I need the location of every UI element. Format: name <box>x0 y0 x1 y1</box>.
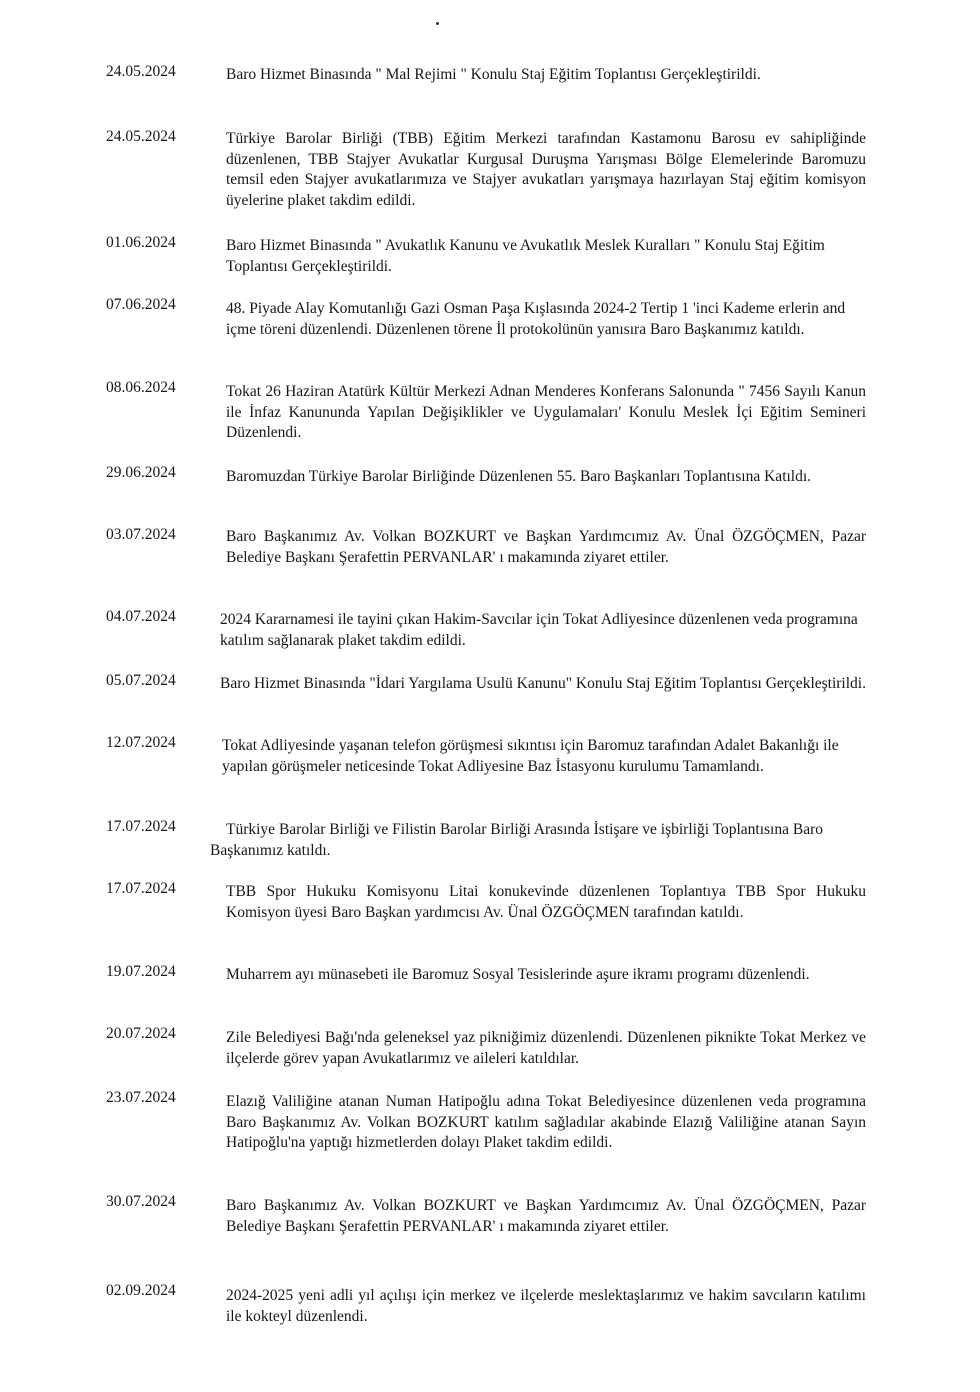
entry-text: Muharrem ayı münasebeti ile Baromuz Sosyal Tesislerinde aşure ikramı programı düzenlendi. <box>226 966 810 983</box>
entry-text: 2024 Kararnamesi ile tayini çıkan Hakim-Savcılar için Tokat Adliyesince düzenlenen veda programına katılım sağlanarak plaket takdim edildi. <box>220 611 858 649</box>
entry-text: Türkiye Barolar Birliği (TBB) Eğitim Merkezi tarafından Kastamonu Barosu ev sahipliğinde düzenlenen, TBB Stajyer Avukatlar Kurgusal Duruşma Yarışması Bölge Elemelerinde Baromuzu temsil eden Stajyer avukatlarımıza ve Stajyer avukatları yarışmaya hazırlayan Staj eğitim komisyon üyelerine plaket takdim edildi. <box>226 130 866 209</box>
entry-date: 30.07.2024 <box>106 1193 176 1210</box>
entry-date: 20.07.2024 <box>106 1025 176 1042</box>
entry-text: Baro Hizmet Binasında " Mal Rejimi " Konulu Staj Eğitim Toplantısı Gerçekleştirildi. <box>226 66 761 83</box>
entry-text: Baromuzdan Türkiye Barolar Birliğinde Düzenlenen 55. Baro Başkanları Toplantısına Katıldı. <box>226 468 812 485</box>
entry-text: Baro Başkanımız Av. Volkan BOZKURT ve Başkan Yardımcımız Av. Ünal ÖZGÖÇMEN, Pazar Belediye Başkanı Şerafettin PERVANLAR' ı makamında ziyaret ettiler. <box>226 1197 866 1235</box>
entry-text: 2024-2025 yeni adli yıl açılışı için merkez ve ilçelerde meslektaşlarımız ve hakim savcıların katılımı ile kokteyl düzenlendi. <box>226 1287 866 1325</box>
entry-date: 04.07.2024 <box>106 608 176 625</box>
entry-text: 48. Piyade Alay Komutanlığı Gazi Osman Paşa Kışlasında 2024-2 Tertip 1 'inci Kademe erlerin and içme töreni düzenlendi. Düzenlenen törene İl protokolünün yanısıra Baro Başkanımız katıldı. <box>226 300 846 338</box>
entry-date: 24.05.2024 <box>106 128 176 145</box>
entry-text: TBB Spor Hukuku Komisyonu Litai konukevinde düzenlenen Toplantıya TBB Spor Hukuku Komisyon üyesi Baro Başkan yardımcısı Av. Ünal ÖZGÖÇMEN tarafından katıldı. <box>226 883 866 921</box>
speck-mark <box>436 22 439 25</box>
entry-date: 17.07.2024 <box>106 880 176 897</box>
entry-text: Baro Başkanımız Av. Volkan BOZKURT ve Başkan Yardımcımız Av. Ünal ÖZGÖÇMEN, Pazar Belediye Başkanı Şerafettin PERVANLAR' ı makamında ziyaret ettiler. <box>226 528 866 566</box>
entry-date: 29.06.2024 <box>106 464 176 481</box>
entry-date: 05.07.2024 <box>106 672 176 689</box>
entry-text: Zile Belediyesi Bağı'nda geleneksel yaz pikniğimiz düzenlendi. Düzenlenen piknikte Tokat Merkez ve ilçelerde görev yapan Avukatlarımız ve aileleri katıldılar. <box>226 1029 866 1067</box>
entry-date: 08.06.2024 <box>106 379 176 396</box>
entry-text: Tokat Adliyesinde yaşanan telefon görüşmesi sıkıntısı için Baromuz tarafından Adalet Bakanlığı ile yapılan görüşmeler neticesinde Tokat Adliyesine Baz İstasyonu kurulumu Tamamlandı. <box>222 737 839 775</box>
entry-text: Baro Hizmet Binasında "İdari Yargılama Usulü Kanunu" Konulu Staj Eğitim Toplantısı Gerçekleştirildi. <box>220 675 866 692</box>
entry-date: 07.06.2024 <box>106 296 176 313</box>
entry-date: 23.07.2024 <box>106 1089 176 1106</box>
entry-date: 12.07.2024 <box>106 734 176 751</box>
entry-date: 02.09.2024 <box>106 1282 176 1299</box>
entry-date: 03.07.2024 <box>106 526 176 543</box>
entry-date: 17.07.2024 <box>106 818 176 835</box>
entry-text: Tokat 26 Haziran Atatürk Kültür Merkezi Adnan Menderes Konferans Salonunda " 7456 Sayılı Kanun ile İnfaz Kanununda Yapılan Değişiklikler ve Uygulamaları' Konulu Meslek İçi Eğitim Semineri Düzenlendi. <box>226 383 866 441</box>
entry-date: 24.05.2024 <box>106 63 176 80</box>
entry-text: Elazığ Valiliğine atanan Numan Hatipoğlu adına Tokat Belediyesince düzenlenen veda programına Baro Başkanımız Av. Volkan BOZKURT katılım sağladılar akabinde Elazığ Valiliğine atanan Sayın Hatipoğlu'na yaptığı hizmetlerden dolayı Plaket takdim edildi. <box>226 1093 866 1151</box>
entry-date: 19.07.2024 <box>106 963 176 980</box>
entry-text: Baro Hizmet Binasında " Avukatlık Kanunu ve Avukatlık Meslek Kuralları " Konulu Staj Eğitim Toplantısı Gerçekleştirildi. <box>226 237 825 275</box>
entry-text: Türkiye Barolar Birliği ve Filistin Barolar Birliği Arasında İstişare ve işbirliği Toplantısına Baro Başkanımız katıldı. <box>210 821 823 859</box>
entry-date: 01.06.2024 <box>106 234 176 251</box>
